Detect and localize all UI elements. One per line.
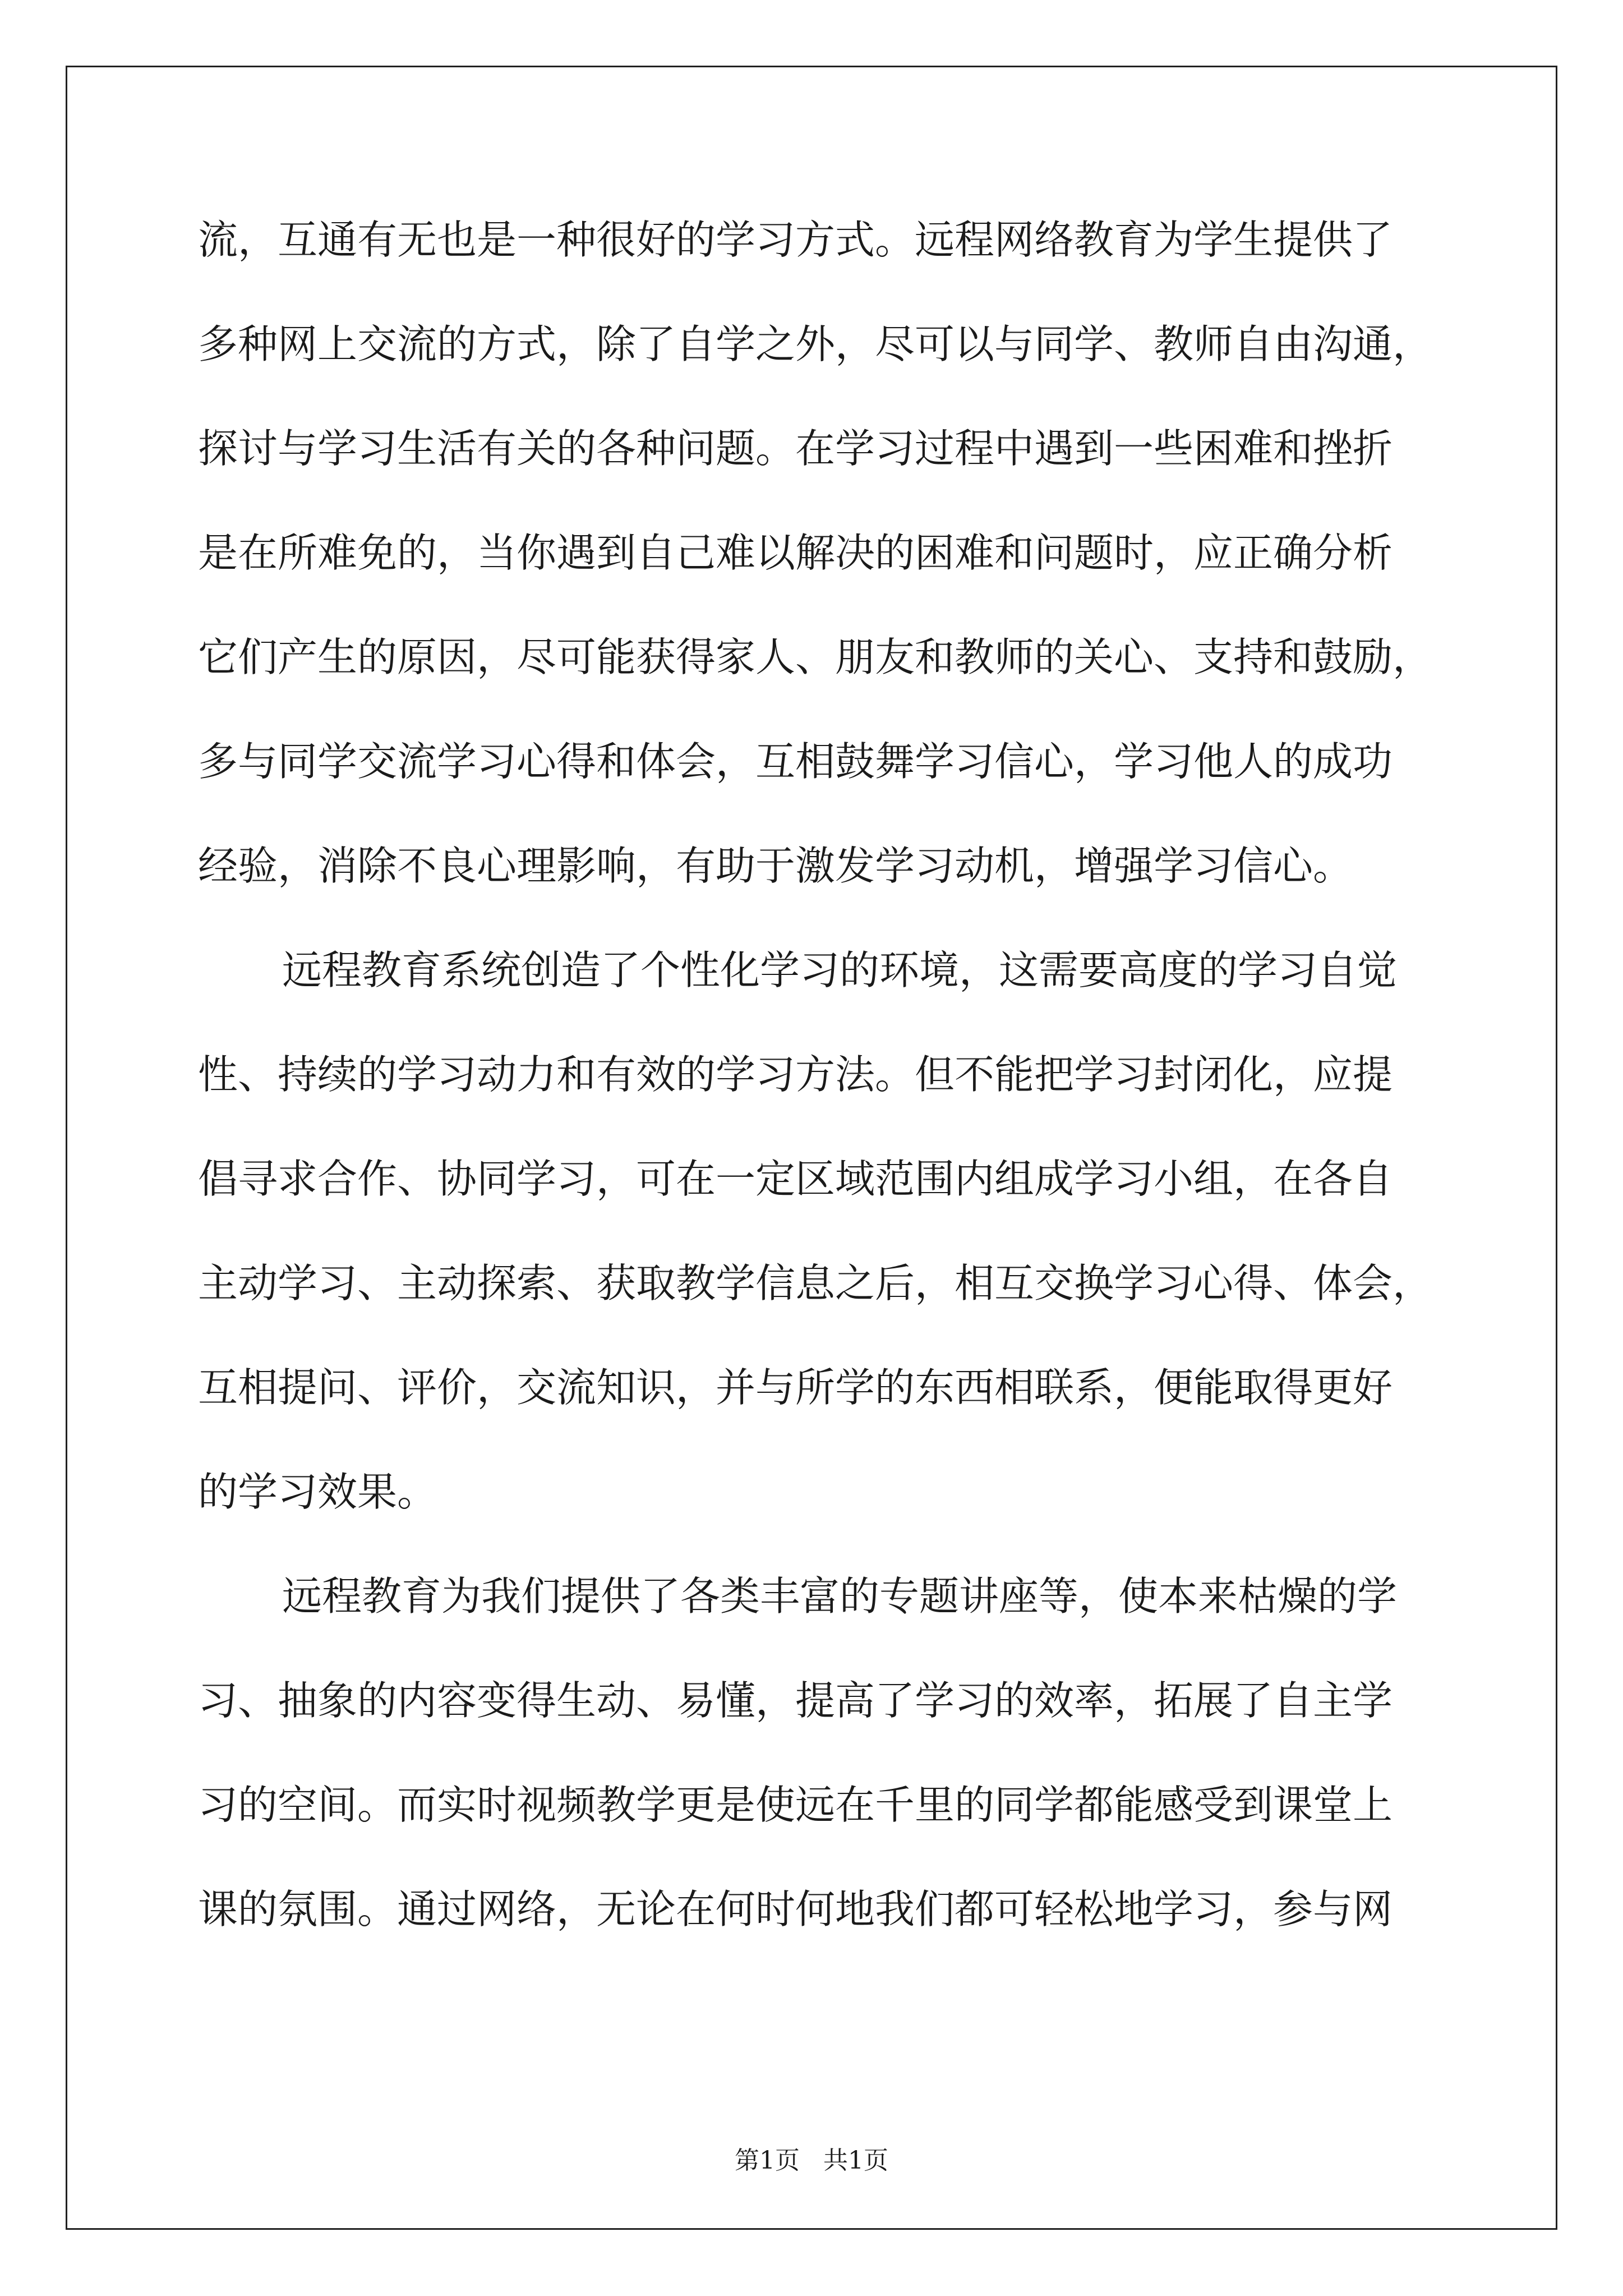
- text-line: 流，互通有无也是一种很好的学习方式。远程网络教育为学生提供了: [198, 217, 1393, 263]
- text-line: 多种网上交流的方式，除了自学之外，尽可以与同学、教师自由沟通，: [198, 321, 1433, 367]
- text-line: 多与同学交流学习心得和体会，互相鼓舞学习信心，学习他人的成功: [198, 738, 1393, 785]
- text-line: 的学习效果。: [198, 1469, 437, 1515]
- text-line: 性、持续的学习动力和有效的学习方法。但不能把学习封闭化，应提: [198, 1051, 1393, 1098]
- text-line: 习、抽象的内容变得生动、易懂，提高了学习的效率，拓展了自主学: [198, 1677, 1393, 1724]
- page-footer: [0, 2144, 1623, 2178]
- text-line: 课的氛围。通过网络，无论在何时何地我们都可轻松地学习，参与网: [198, 1886, 1393, 1932]
- text-line: 习的空间。而实时视频教学更是使远在千里的同学都能感受到课堂上: [198, 1782, 1393, 1828]
- text-line: 是在所难免的，当你遇到自己难以解决的困难和问题时，应正确分析: [198, 530, 1393, 576]
- paragraph-first-line: 远程教育系统创造了个性化学习的环境，这需要高度的学习自觉: [282, 947, 1398, 993]
- text-line: 经验，消除不良心理影响，有助于激发学习动机，增强学习信心。: [198, 843, 1353, 889]
- paragraph-first-line: 远程教育为我们提供了各类丰富的专题讲座等，使本来枯燥的学: [282, 1573, 1398, 1619]
- page-number-total: 共1页: [823, 2146, 888, 2175]
- document-body: [198, 208, 1453, 1981]
- text-line: 探讨与学习生活有关的各种问题。在学习过程中遇到一些困难和挫折: [198, 425, 1393, 472]
- page-number-current: 第1页: [735, 2146, 800, 2175]
- text-line: 倡寻求合作、协同学习，可在一定区域范围内组成学习小组，在各自: [198, 1156, 1393, 1202]
- text-line: 它们产生的原因，尽可能获得家人、朋友和教师的关心、支持和鼓励，: [198, 634, 1433, 680]
- footer-spacer: [800, 2146, 823, 2175]
- text-line: 主动学习、主动探索、获取教学信息之后，相互交换学习心得、体会，: [198, 1260, 1433, 1306]
- text-line: 互相提问、评价，交流知识，并与所学的东西相联系，便能取得更好: [198, 1364, 1393, 1411]
